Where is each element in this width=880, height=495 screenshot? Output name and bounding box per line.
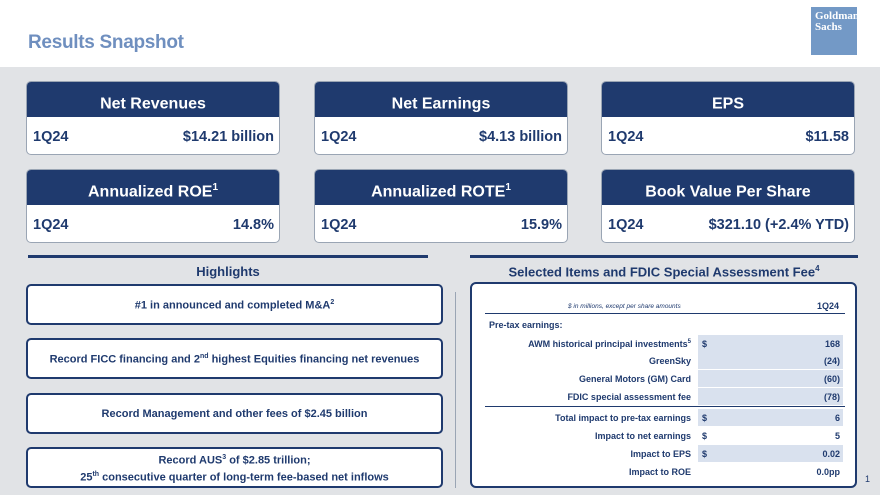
metric-title: Net Revenues [27,82,279,117]
goldman-sachs-logo [811,7,860,55]
metric-value: 15.9% [520,216,562,233]
metric-title: Annualized ROE$^1$ [27,170,279,205]
metric-card-rote [314,169,568,243]
selected-items-table [470,282,857,488]
table-row: Total impact to pre-tax earnings $ 6 [472,409,859,427]
table-note: $ in millions, except per share amounts [568,303,681,310]
column-divider [455,292,456,488]
metric-period: 1Q24 [608,216,644,233]
logo-line-2: Sachs [815,21,842,33]
highlights-title: Highlights [196,264,260,279]
highlights-rule [28,255,428,258]
highlight-item: Record AUS$^3$ of $2.85 trillion; 25th consecutive quarter of long-term fee-based net inflows [26,447,443,488]
highlight-item: #1 in announced and completed $M\&A^2$ [26,284,443,325]
metric-card-net-revenues [26,81,280,155]
metric-title: Net Earnings [315,82,567,117]
table-row: Impact to ROE 0.0pp [628,467,840,477]
metric-period: 1Q24 [33,216,69,233]
metric-title: Annualized ROTE$^1$ [315,170,567,205]
highlight-item: Record FICC financing and 2nd highest Equities financing net revenues [26,338,443,379]
table-row: AWM historical principal investments$^5$ $ 168 [472,335,859,353]
table-total-rule [485,406,845,407]
logo-line-1: Goldman [815,10,860,22]
selected-items-title: Selected Items and FDIC Special Assessment Fee$^4$ [508,264,820,280]
table-column-header: 1Q24 [817,301,840,311]
table-header-rule [485,313,845,314]
table-row: General Motors (GM) Card (60) [472,370,859,388]
metric-value: $14.21 billion [182,128,274,145]
metric-value: $4.13 billion [479,128,562,145]
metric-value: $321.10 (+2.4% YTD) [708,216,849,233]
metric-value: $11.58 [805,128,849,145]
page-title: Results Snapshot [28,32,184,53]
table-row: GreenSky (24) [472,352,859,370]
pretax-label: Pre-tax earnings: [489,320,563,330]
metric-title: Book Value Per Share [602,170,854,205]
selected-rule [470,255,858,258]
metric-value: 14.8% [232,216,274,233]
page-number: 1 [865,474,871,484]
metric-card-eps [601,81,855,155]
metric-card-roe [26,169,280,243]
metric-period: 1Q24 [321,128,357,145]
metric-period: 1Q24 [608,128,644,145]
table-row: Impact to net earnings $ 5 [594,431,840,441]
metric-title: EPS [602,82,854,117]
metric-period: 1Q24 [321,216,357,233]
metric-card-net-earnings [314,81,568,155]
metric-period: 1Q24 [33,128,69,145]
table-row: Impact to EPS $ 0.02 [472,445,859,463]
highlight-item: Record Management and other fees of $2.45 billion [26,393,443,434]
table-row: FDIC special assessment fee (78) [472,388,859,406]
metric-card-bvps [601,169,855,243]
